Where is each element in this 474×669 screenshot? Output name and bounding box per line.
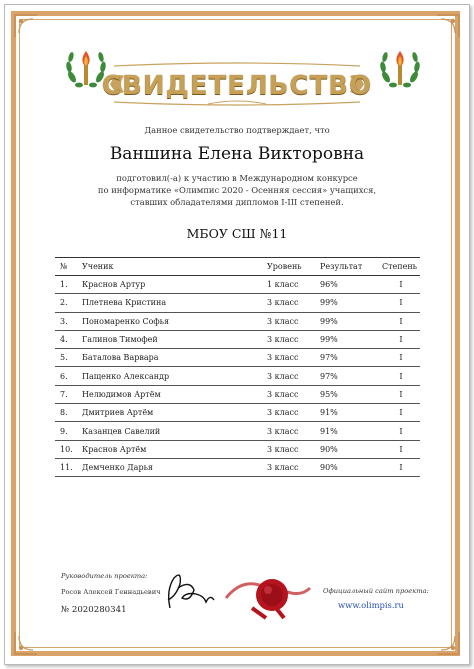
student-degree: I (382, 440, 420, 458)
student-name: Краснов Артём (82, 440, 267, 458)
student-level: 3 класс (267, 294, 313, 312)
table-row (55, 349, 420, 367)
student-level: 3 класс (267, 440, 313, 458)
description-line: по информатике «Олимпис 2020 - Осенняя сессия» учащихся, (97, 185, 377, 195)
project-head-name: Росов Алексей Геннадьевич (61, 588, 161, 596)
table-header-row (55, 258, 420, 276)
student-level: 3 класс (267, 422, 313, 440)
student-name: Баталова Варвара (82, 349, 267, 367)
student-degree: I (382, 349, 420, 367)
student-degree: I (382, 404, 420, 422)
student-result: 97% (313, 349, 382, 367)
table-row (55, 330, 420, 348)
table-row (55, 385, 420, 403)
row-number: 3. (55, 312, 82, 330)
row-number: 2. (55, 294, 82, 312)
row-number: 10. (55, 440, 82, 458)
student-name: Дмитриев Артём (82, 404, 267, 422)
student-level: 3 класс (267, 330, 313, 348)
student-name: Плетнева Кристина (82, 294, 267, 312)
wax-seal-icon (222, 568, 312, 620)
column-header-number: № (55, 258, 82, 276)
student-result: 95% (313, 385, 382, 403)
document-number: № 2020280341 (61, 605, 127, 615)
table-row (55, 404, 420, 422)
student-result: 90% (313, 440, 382, 458)
student-name: Пащенко Александр (82, 367, 267, 385)
column-header-degree: Степень (382, 258, 420, 276)
certificate-title: СВИДЕТЕЛЬСТВО (101, 71, 373, 101)
student-degree: I (382, 294, 420, 312)
recipient-name: Ваншина Елена Викторовна (109, 144, 365, 164)
student-result: 99% (313, 294, 382, 312)
student-degree: I (382, 312, 420, 330)
description-text (0, 172, 474, 208)
corner-ornament-icon (435, 630, 461, 656)
row-number: 5. (55, 349, 82, 367)
row-number: 9. (55, 422, 82, 440)
student-name: Пономаренко Софья (82, 312, 267, 330)
column-header-result: Результат (313, 258, 382, 276)
row-number: 11. (55, 458, 82, 476)
column-header-student: Ученик (82, 258, 267, 276)
student-degree: I (382, 385, 420, 403)
student-level: 3 класс (267, 458, 313, 476)
student-name: Галинов Тимофей (82, 330, 267, 348)
student-name: Краснов Артур (82, 276, 267, 294)
corner-ornament-icon (435, 13, 461, 39)
student-result: 99% (313, 330, 382, 348)
row-number: 1. (55, 276, 82, 294)
student-result: 90% (313, 458, 382, 476)
student-level: 1 класс (267, 276, 313, 294)
row-number: 6. (55, 367, 82, 385)
results-table (55, 257, 420, 477)
description-line: подготовил(-а) к участию в Международном конкурсе (116, 173, 358, 183)
table-row (55, 458, 420, 476)
student-level: 3 класс (267, 349, 313, 367)
student-result: 91% (313, 422, 382, 440)
signature-icon (160, 570, 220, 612)
row-number: 4. (55, 330, 82, 348)
row-number: 7. (55, 385, 82, 403)
student-name: Казанцев Савелий (82, 422, 267, 440)
student-level: 3 класс (267, 385, 313, 403)
student-result: 96% (313, 276, 382, 294)
student-degree: I (382, 422, 420, 440)
student-level: 3 класс (267, 312, 313, 330)
student-level: 3 класс (267, 404, 313, 422)
table-row (55, 276, 420, 294)
intro-text: Данное свидетельство подтверждает, что (144, 125, 330, 135)
description-line: ставших обладателями дипломов I-III степеней. (130, 197, 344, 207)
project-head-label: Руководитель проекта: (61, 572, 148, 580)
corner-ornament-icon (13, 630, 39, 656)
column-header-level: Уровень (267, 258, 313, 276)
student-level: 3 класс (267, 367, 313, 385)
student-name: Демченко Дарья (82, 458, 267, 476)
student-degree: I (382, 458, 420, 476)
student-degree: I (382, 276, 420, 294)
student-result: 99% (313, 312, 382, 330)
site-link[interactable]: www.olimpis.ru (338, 600, 404, 610)
row-number: 8. (55, 404, 82, 422)
student-result: 97% (313, 367, 382, 385)
site-label: Официальный сайт проекта: (323, 587, 429, 595)
table-row (55, 422, 420, 440)
student-degree: I (382, 367, 420, 385)
table-row (55, 440, 420, 458)
school-name: МБОУ СШ №11 (186, 226, 288, 241)
corner-ornament-icon (13, 13, 39, 39)
table-row (55, 367, 420, 385)
student-name: Нелюдимов Артём (82, 385, 267, 403)
table-row (55, 312, 420, 330)
student-degree: I (382, 330, 420, 348)
table-row (55, 294, 420, 312)
student-result: 91% (313, 404, 382, 422)
